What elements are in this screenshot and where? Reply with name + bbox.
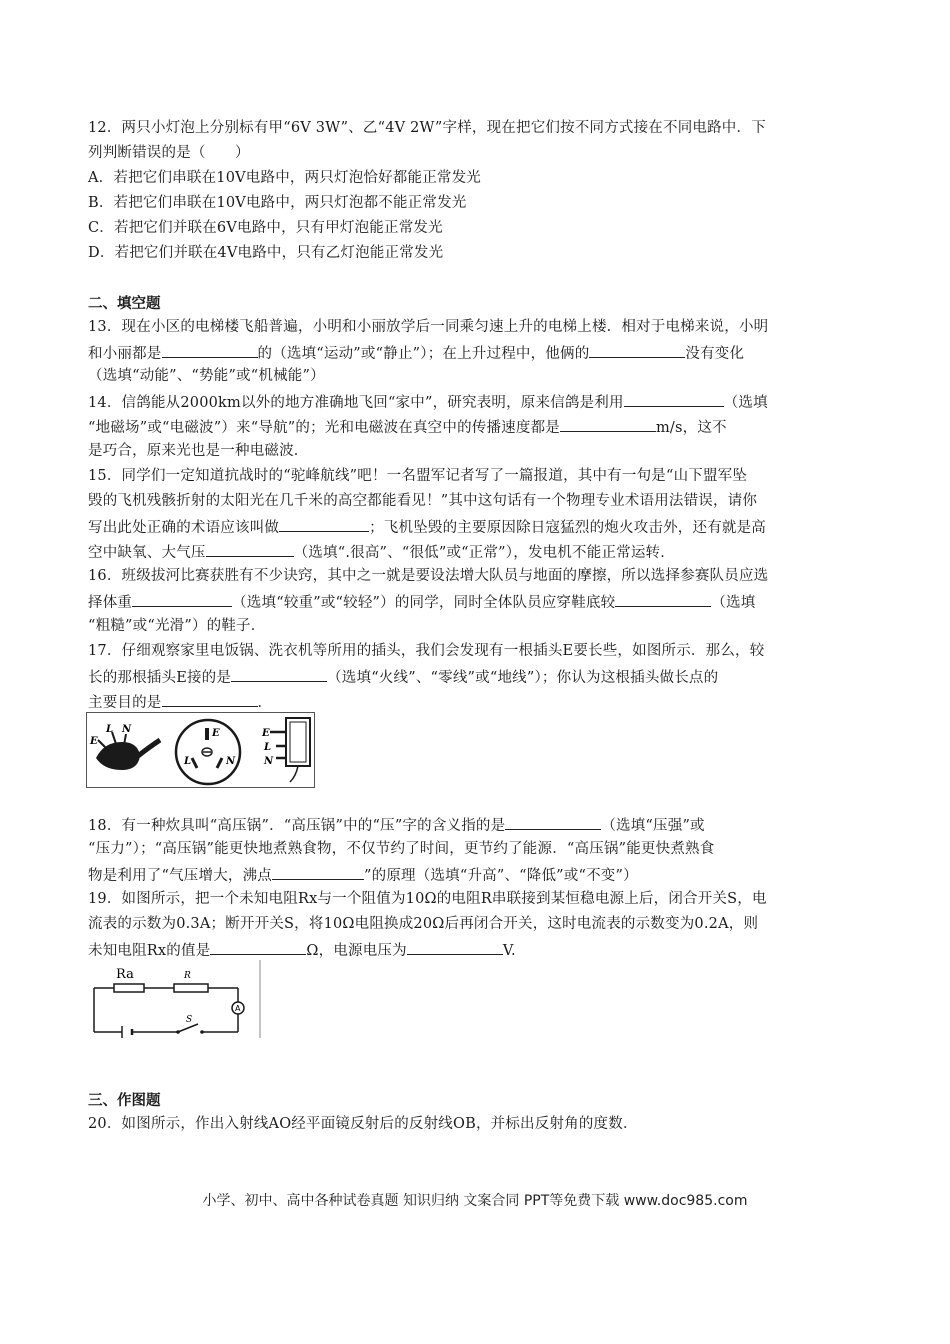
q14-line2 <box>88 416 727 438</box>
q18-text-a: 18．有一种炊具叫“高压锅”．“高压锅”中的“压”字的含义指的是 <box>88 818 506 834</box>
q16-blank-2[interactable] <box>615 591 711 607</box>
q15-text-d: （选填“.很高”、“很低”或“正常”），发电机不能正常运转． <box>293 545 675 561</box>
q14-blank-1[interactable] <box>624 391 724 407</box>
q19-blank-1[interactable] <box>210 939 306 955</box>
q18-text-b: （选填“压强”或 <box>601 818 705 834</box>
q16-line2 <box>88 591 755 613</box>
q14-blank-2[interactable] <box>560 416 656 432</box>
circuit-figure <box>86 960 262 1038</box>
q12-option-b: B．若把它们串联在10V电路中，两只灯泡都不能正常发光 <box>88 195 467 211</box>
q19-line1: 19．如图所示，把一个未知电阻Rx与一个阻值为10Ω的电阻R串联接到某恒稳电源上后，闭合开关S，电 <box>88 891 767 907</box>
q17-text-a: 长的那根插头E接的是 <box>88 670 232 686</box>
q18-line1 <box>88 814 705 836</box>
socket-label-e: E <box>212 728 220 739</box>
q17-text-b: （选填“火线”、“零线”或“地线”）；你认为这根插头做长点的 <box>327 670 719 686</box>
q15-line4 <box>88 541 675 563</box>
q20-line: 20．如图所示，作出入射线AO经平面镜反射后的反射线OB，并标出反射角的度数． <box>88 1116 638 1132</box>
q16-line3: “粗糙”或“光滑”）的鞋子． <box>88 618 266 634</box>
q13-blank-2[interactable] <box>589 342 685 358</box>
q16-text-c: （选填 <box>711 595 756 611</box>
q12-option-a: A．若把它们串联在10V电路中，两只灯泡恰好都能正常发光 <box>88 170 481 186</box>
q13-text-c: 没有变化 <box>685 346 745 362</box>
q15-line2: 毁的飞机残骸折射的太阳光在几千米的高空都能看见！”其中这句话有一个物理专业术语用法错误，请你 <box>88 493 758 509</box>
plug-drawing-right <box>261 718 310 782</box>
side-label-l: L <box>264 742 272 753</box>
section-drawing-title: 三、作图题 <box>88 1093 161 1109</box>
label-ra: Ra <box>116 967 134 982</box>
q19-text-a: 未知电阻Rx的值是 <box>88 943 211 959</box>
q18-line3 <box>88 864 638 886</box>
q15-blank-2[interactable] <box>206 541 294 557</box>
socket-label-l: L <box>184 756 192 767</box>
side-label-n: N <box>264 756 274 767</box>
q14-line3: 是巧合，原来光也是一种电磁波． <box>88 443 309 459</box>
q18-blank-1[interactable] <box>505 814 601 830</box>
socket-label-n: N <box>226 756 236 767</box>
q19-text-b: Ω，电源电压为 <box>306 943 407 959</box>
q17-line1: 17．仔细观察家里电饭锅、洗衣机等所用的插头，我们会发现有一根插头E要长些，如图所示．那么，较 <box>88 643 765 659</box>
circuit-wires <box>94 988 238 1032</box>
q15-blank-1[interactable] <box>279 516 369 532</box>
q12-stem-line2: 列判断错误的是（ ） <box>88 145 250 161</box>
q16-blank-1[interactable] <box>132 591 232 607</box>
label-s: S <box>186 1015 193 1025</box>
page-footer: 小学、初中、高中各种试卷真题 知识归纳 文案合同 PPT等免费下载 www.doc985.com <box>202 1193 748 1209</box>
q17-line2 <box>88 666 718 688</box>
q18-text-c: 物是利用了“气压增大，沸点 <box>88 868 273 884</box>
q17-blank-1[interactable] <box>231 666 327 682</box>
side-label-e: E <box>262 728 270 739</box>
resistor-r <box>174 984 208 992</box>
label-a: A <box>235 1004 241 1013</box>
plug-label-n: N <box>122 724 132 735</box>
q12-stem-line1: 12．两只小灯泡上分别标有甲“6V 3W”、乙“4V 2W”字样，现在把它们按不同方式接在不同电路中．下 <box>88 120 766 136</box>
q17-text-c: 主要目的是 <box>88 695 162 711</box>
q13-text-a: 和小丽都是 <box>88 346 162 362</box>
switch-icon <box>176 1015 204 1034</box>
plug-label-l: L <box>106 724 114 735</box>
q13-text-b: 的（选填“运动”或“静止”）；在上升过程中，他俩的 <box>257 346 590 362</box>
q13-blank-1[interactable] <box>162 342 258 358</box>
q16-text-a: 择体重 <box>88 595 133 611</box>
q16-text-b: （选填“较重”或“较轻”）的同学，同时全体队员应穿鞋底较 <box>232 595 616 611</box>
section-fill-in-title: 二、填空题 <box>88 296 161 312</box>
q13-line1: 13．现在小区的电梯楼飞船普遍，小明和小丽放学后一同乘匀速上升的电梯上楼．相对于电梯来说，小明 <box>88 319 769 335</box>
q15-line1: 15．同学们一定知道抗战时的“驼峰航线”吧！一名盟军记者写了一篇报道，其中有一句是“山下盟军坠 <box>88 468 748 484</box>
q14-line1 <box>88 391 768 413</box>
q18-line2: “压力”）；“高压锅”能更快地煮熟食物，不仅节约了时间，更节约了能源．“高压锅”能更快煮熟食 <box>88 841 715 857</box>
q14-text-d: m/s，这不 <box>655 420 727 436</box>
q16-line1: 16．班级拔河比赛获胜有不少诀窍，其中之一就是要设法增大队员与地面的摩擦，所以选择参赛队员应选 <box>88 568 769 584</box>
plug-socket-figure <box>86 712 318 788</box>
q13-line3: （选填“动能”、“势能”或“机械能”） <box>88 368 325 384</box>
q15-text-a: 写出此处正确的术语应该叫做 <box>88 520 280 536</box>
q15-text-c: 空中缺氧、大气压 <box>88 545 206 561</box>
label-r: R <box>184 971 191 981</box>
q19-line3 <box>88 939 516 961</box>
q19-blank-2[interactable] <box>407 939 503 955</box>
q14-text-a: 14．信鸽能从2000km以外的地方准确地飞回“家中”，研究表明，原来信鸽是利用 <box>88 395 624 411</box>
q13-line2 <box>88 342 744 364</box>
q12-option-c: C．若把它们并联在6V电路中，只有甲灯泡能正常发光 <box>88 220 443 236</box>
plug-label-e: E <box>90 736 98 747</box>
q14-text-b: （选填 <box>723 395 768 411</box>
q19-text-c: V. <box>502 943 516 959</box>
battery-icon <box>122 1026 132 1038</box>
q15-text-b: ；飞机坠毁的主要原因除日寇猛烈的炮火攻击外，还有就是高 <box>369 520 767 536</box>
q19-line2: 流表的示数为0.3A；断开开关S，将10Ω电阻换成20Ω后再闭合开关，这时电流表的示数变为0.2A，则 <box>88 916 759 932</box>
q17-blank-2[interactable] <box>162 691 258 707</box>
q18-blank-2[interactable] <box>272 864 364 880</box>
q17-text-d: ． <box>257 695 273 711</box>
plug-drawing-left <box>89 724 160 770</box>
resistor-ra <box>114 984 144 992</box>
q18-text-d: ”的原理（选填“升高”、“降低”或“不变”） <box>364 868 638 884</box>
q15-line3 <box>88 516 766 538</box>
socket-drawing <box>176 720 240 784</box>
q12-option-d: D．若把它们并联在4V电路中，只有乙灯泡能正常发光 <box>88 245 444 261</box>
q14-text-c: “地磁场”或“电磁波”）来“导航”的；光和电磁波在真空中的传播速度都是 <box>88 420 560 436</box>
q17-line3 <box>88 691 272 713</box>
